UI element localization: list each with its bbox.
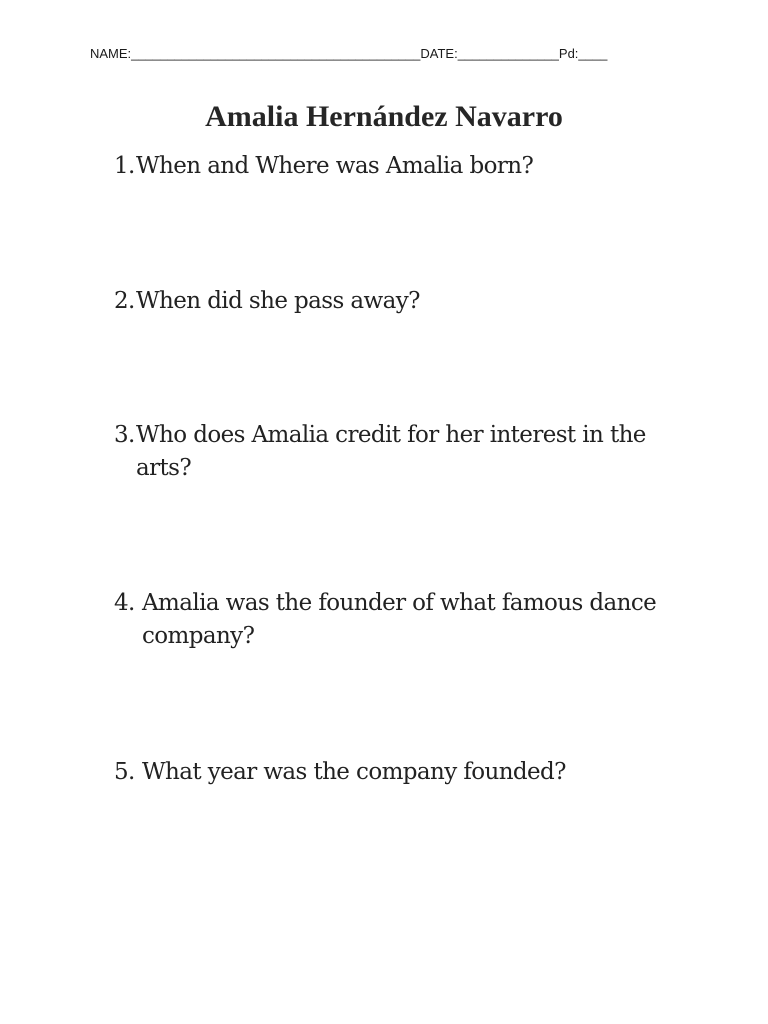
question-text: What year was the company founded? <box>142 759 566 785</box>
student-info-line: NAME:________________________________________DATE:______________Pd:____ <box>90 46 608 61</box>
question-3 <box>114 419 674 485</box>
question-2 <box>114 285 674 318</box>
question-4 <box>114 587 674 653</box>
question-number: 2. <box>114 288 135 314</box>
question-number: 1. <box>114 153 135 179</box>
question-text: Who does Amalia credit for her interest in the arts? <box>136 422 646 481</box>
page-title: Amalia Hernández Navarro <box>205 100 563 133</box>
question-5 <box>114 756 674 789</box>
question-text: When did she pass away? <box>136 288 420 314</box>
question-text: When and Where was Amalia born? <box>136 153 534 179</box>
question-1 <box>114 150 674 183</box>
question-text: Amalia was the founder of what famous dance company? <box>142 590 657 649</box>
question-number: 3. <box>114 422 135 448</box>
question-number: 5. <box>114 759 135 785</box>
question-number: 4. <box>114 590 135 616</box>
